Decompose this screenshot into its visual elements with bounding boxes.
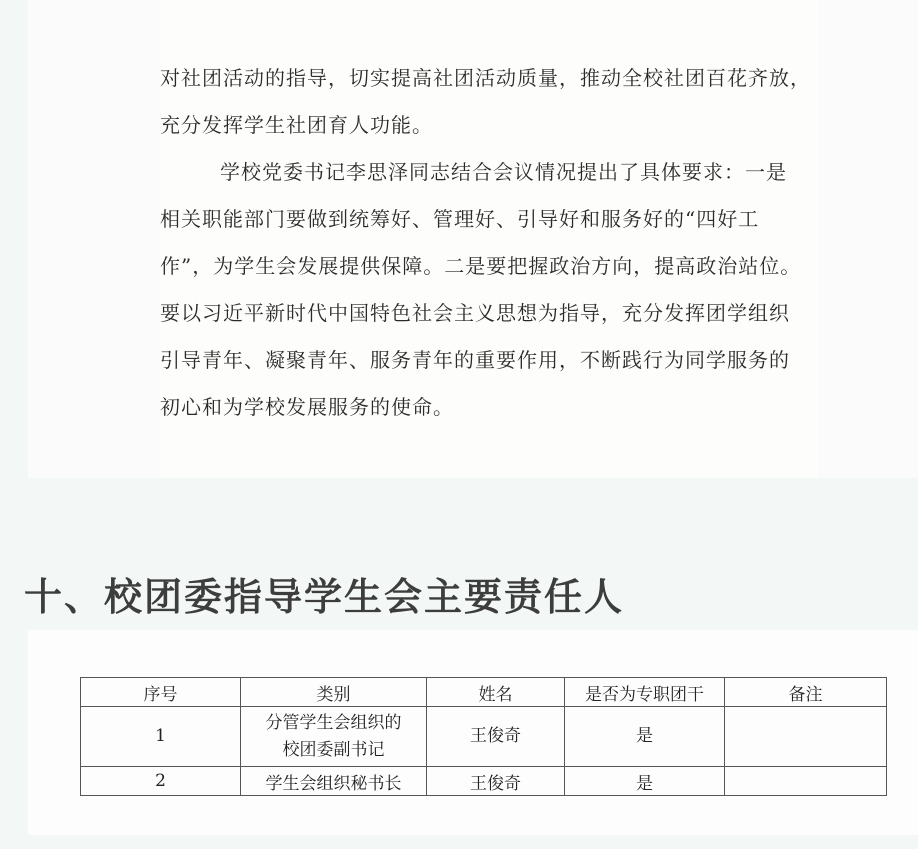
cell-category-line: 分管学生会组织的 <box>265 712 402 733</box>
section-heading: 十、校团委指导学生会主要责任人 <box>24 575 625 619</box>
text-line: 充分发挥学生社团育人功能。 <box>160 113 433 137</box>
paragraph-1 <box>160 63 811 157</box>
cell-category-line: 校团委副书记 <box>282 739 385 760</box>
cell-name: 王俊奇 <box>427 707 565 767</box>
text-line: 相关职能部门要做到统筹好、管理好、引导好和服务好的“四好工 <box>160 207 760 231</box>
table-header-row <box>81 678 887 707</box>
text-line: 对社团活动的指导，切实提高社团活动质量，推动全校社团百花齐放， <box>160 66 811 90</box>
cell-category: 学生会组织秘书长 <box>241 767 427 796</box>
text-line: 初心和为学校发展服务的使命。 <box>160 395 454 419</box>
text-line: 学校党委书记李思泽同志结合会议情况提出了具体要求：一是 <box>220 160 787 184</box>
table-row <box>81 767 887 796</box>
cell-category <box>241 707 427 767</box>
column-header-category: 类别 <box>241 678 427 707</box>
cell-name: 王俊奇 <box>427 767 565 796</box>
table-row <box>81 707 887 767</box>
column-header-fulltime: 是否为专职团干 <box>565 678 725 707</box>
paragraph-2 <box>160 157 800 439</box>
cell-index: 2 <box>81 767 241 796</box>
cell-index: 1 <box>81 707 241 767</box>
responsibility-table <box>80 677 887 796</box>
cell-fulltime: 是 <box>565 707 725 767</box>
cell-note <box>725 767 887 796</box>
text-line: 要以习近平新时代中国特色社会主义思想为指导，充分发挥团学组织 <box>160 301 790 325</box>
cell-fulltime: 是 <box>565 767 725 796</box>
column-header-name: 姓名 <box>427 678 565 707</box>
text-line: 引导青年、凝聚青年、服务青年的重要作用，不断践行为同学服务的 <box>160 348 790 372</box>
text-line: 作”，为学生会发展提供保障。二是要把握政治方向，提高政治站位。 <box>160 254 802 278</box>
cell-note <box>725 707 887 767</box>
column-header-note: 备注 <box>725 678 887 707</box>
column-header-index: 序号 <box>81 678 241 707</box>
